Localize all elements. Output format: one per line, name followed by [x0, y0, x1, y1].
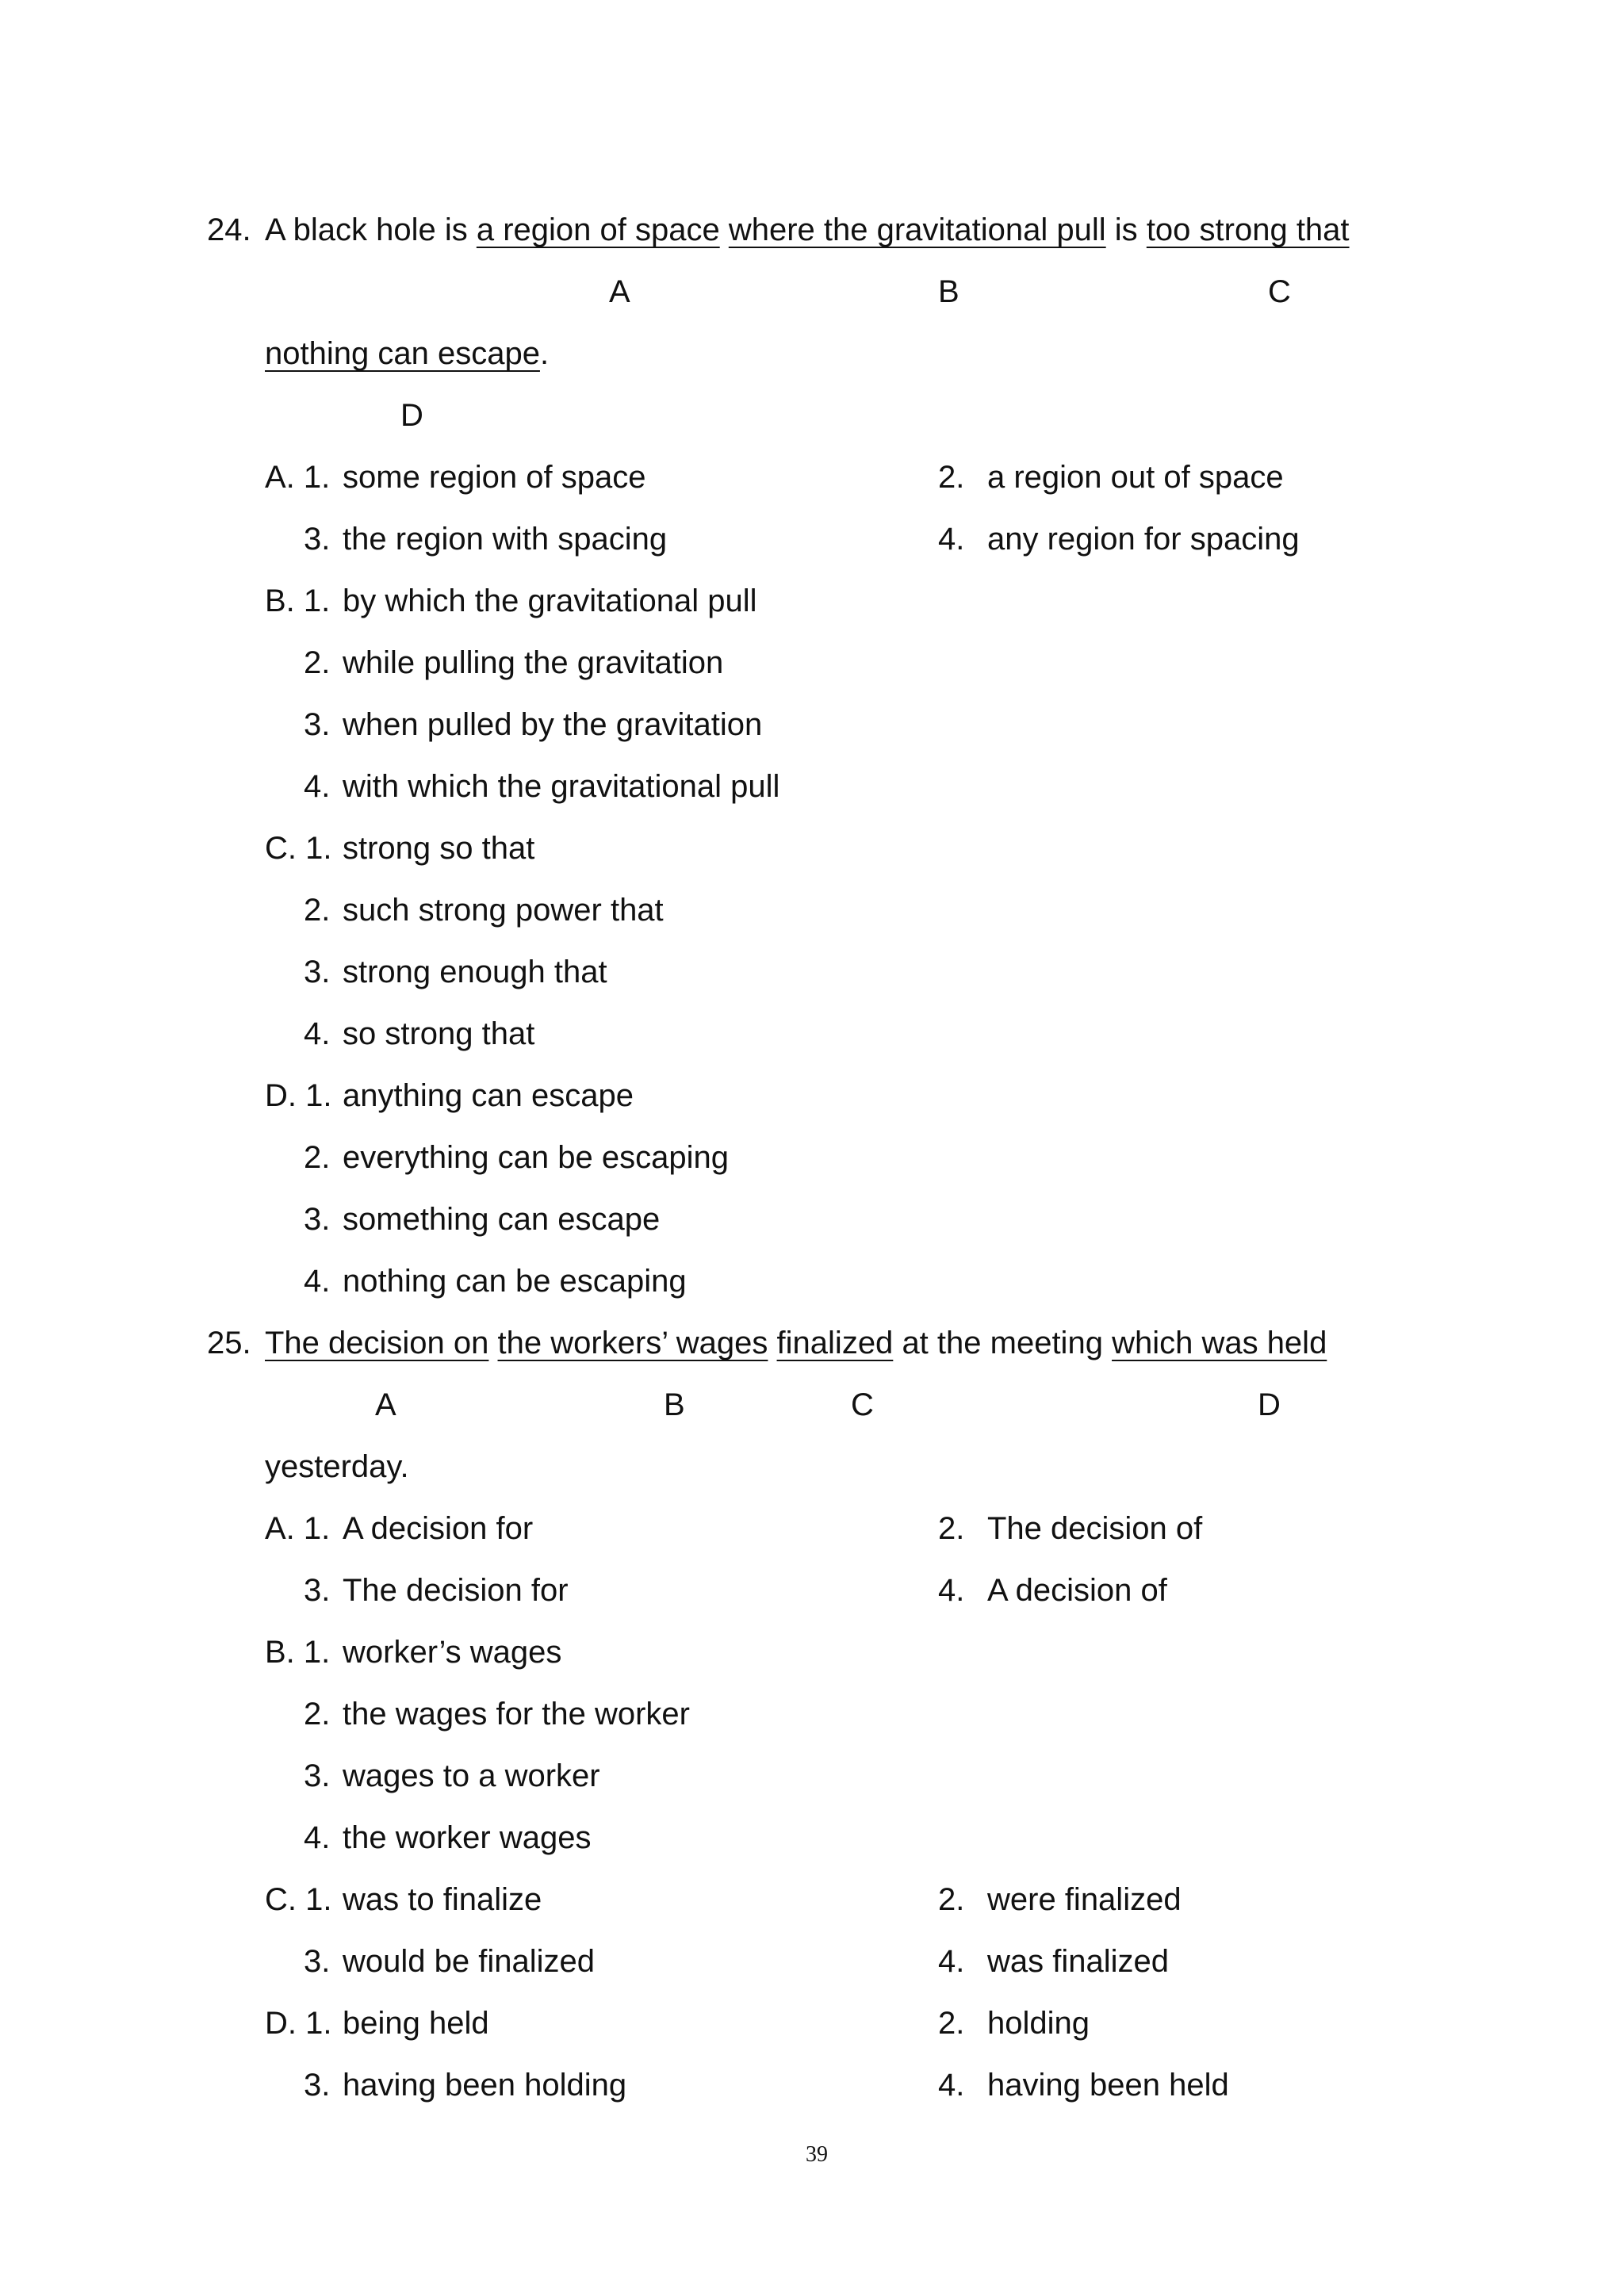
part-letter-d: D [1258, 1387, 1281, 1422]
part-letter-b: B [938, 274, 959, 309]
underlined-part-b: where the gravitational pull [728, 212, 1106, 247]
option-text: with which the gravitational pull [343, 769, 780, 804]
option-text: such strong power that [343, 893, 664, 928]
option-number: 2. [938, 2006, 965, 2041]
option-group-label: D. 1. [265, 1078, 332, 1113]
option-text: the wages for the worker [343, 1697, 690, 1732]
option-text: strong so that [343, 831, 535, 866]
underlined-part-a: a region of space [476, 212, 720, 247]
underlined-part-b: the workers’ wages [497, 1326, 768, 1360]
option-text: anything can escape [343, 1078, 634, 1113]
option-number: 2. [938, 460, 965, 495]
underlined-part-d: which was held [1112, 1326, 1327, 1360]
option-text: was to finalize [343, 1882, 542, 1917]
underlined-part-d: nothing can escape [265, 336, 540, 371]
option-number: 3. [304, 707, 331, 742]
page-number: 39 [806, 2142, 828, 2167]
option-text: was finalized [987, 1944, 1170, 1979]
option-number: 3. [304, 955, 331, 989]
underlined-part-c: too strong that [1146, 212, 1350, 247]
part-letter-b: B [664, 1387, 685, 1422]
option-text: were finalized [987, 1882, 1182, 1917]
part-letter-a: A [375, 1387, 396, 1422]
option-text: nothing can be escaping [343, 1264, 687, 1299]
stem-text: is [1114, 212, 1138, 247]
option-group-label: A. 1. [265, 1511, 331, 1546]
option-number: 4. [304, 1820, 331, 1855]
option-number: 3. [304, 522, 331, 557]
option-number: 4. [304, 1016, 331, 1051]
question-stem [265, 214, 1350, 246]
question-stem [265, 1327, 1327, 1359]
option-number: 3. [304, 1758, 331, 1793]
question-stem-continued: yesterday. [265, 1449, 409, 1484]
option-text: being held [343, 2006, 489, 2041]
option-number: 4. [304, 769, 331, 804]
option-text: A decision of [987, 1573, 1167, 1608]
part-letter-a: A [609, 274, 630, 309]
option-number: 2. [304, 1697, 331, 1732]
option-number: 4. [938, 2068, 965, 2103]
option-group-label: C. 1. [265, 1882, 332, 1917]
option-text: something can escape [343, 1202, 661, 1237]
option-number: 4. [938, 1573, 965, 1608]
option-number: 4. [938, 1944, 965, 1979]
option-text: some region of space [343, 460, 646, 495]
option-text: holding [987, 2006, 1090, 2041]
option-text: the region with spacing [343, 522, 668, 557]
option-text: by which the gravitational pull [343, 584, 757, 618]
stem-period: . [539, 336, 550, 371]
option-text: A decision for [343, 1511, 534, 1546]
option-number: 3. [304, 1573, 331, 1608]
question-stem-continued [265, 338, 549, 369]
option-group-label: D. 1. [265, 2006, 332, 2041]
option-text: having been holding [343, 2068, 627, 2103]
question-number: 24. [207, 212, 251, 247]
option-text: The decision of [987, 1511, 1203, 1546]
option-text: wages to a worker [343, 1758, 600, 1793]
option-number: 3. [304, 1944, 331, 1979]
option-text: when pulled by the gravitation [343, 707, 763, 742]
underlined-part-a: The decision on [265, 1326, 489, 1360]
option-number: 3. [304, 1202, 331, 1237]
option-text: having been held [987, 2068, 1229, 2103]
option-number: 3. [304, 2068, 331, 2103]
stem-text: at the meeting [902, 1326, 1103, 1360]
option-number: 2. [304, 645, 331, 680]
option-number: 2. [938, 1882, 965, 1917]
option-group-label: B. 1. [265, 1635, 331, 1670]
option-group-label: B. 1. [265, 584, 331, 618]
part-letter-c: C [1268, 274, 1291, 309]
option-text: so strong that [343, 1016, 535, 1051]
option-number: 4. [938, 522, 965, 557]
option-text: would be finalized [343, 1944, 595, 1979]
option-number: 2. [304, 1140, 331, 1175]
option-number: 2. [938, 1511, 965, 1546]
option-text: any region for spacing [987, 522, 1300, 557]
question-number: 25. [207, 1326, 251, 1360]
option-group-label: C. 1. [265, 831, 332, 866]
stem-text: A black hole is [265, 212, 468, 247]
option-text: everything can be escaping [343, 1140, 729, 1175]
underlined-part-c: finalized [776, 1326, 894, 1360]
option-text: The decision for [343, 1573, 569, 1608]
option-number: 4. [304, 1264, 331, 1299]
option-group-label: A. 1. [265, 460, 331, 495]
option-text: worker’s wages [343, 1635, 562, 1670]
option-number: 2. [304, 893, 331, 928]
option-text: while pulling the gravitation [343, 645, 724, 680]
option-text: strong enough that [343, 955, 607, 989]
option-text: the worker wages [343, 1820, 592, 1855]
part-letter-c: C [851, 1387, 874, 1422]
part-letter-d: D [400, 398, 423, 433]
option-text: a region out of space [987, 460, 1284, 495]
